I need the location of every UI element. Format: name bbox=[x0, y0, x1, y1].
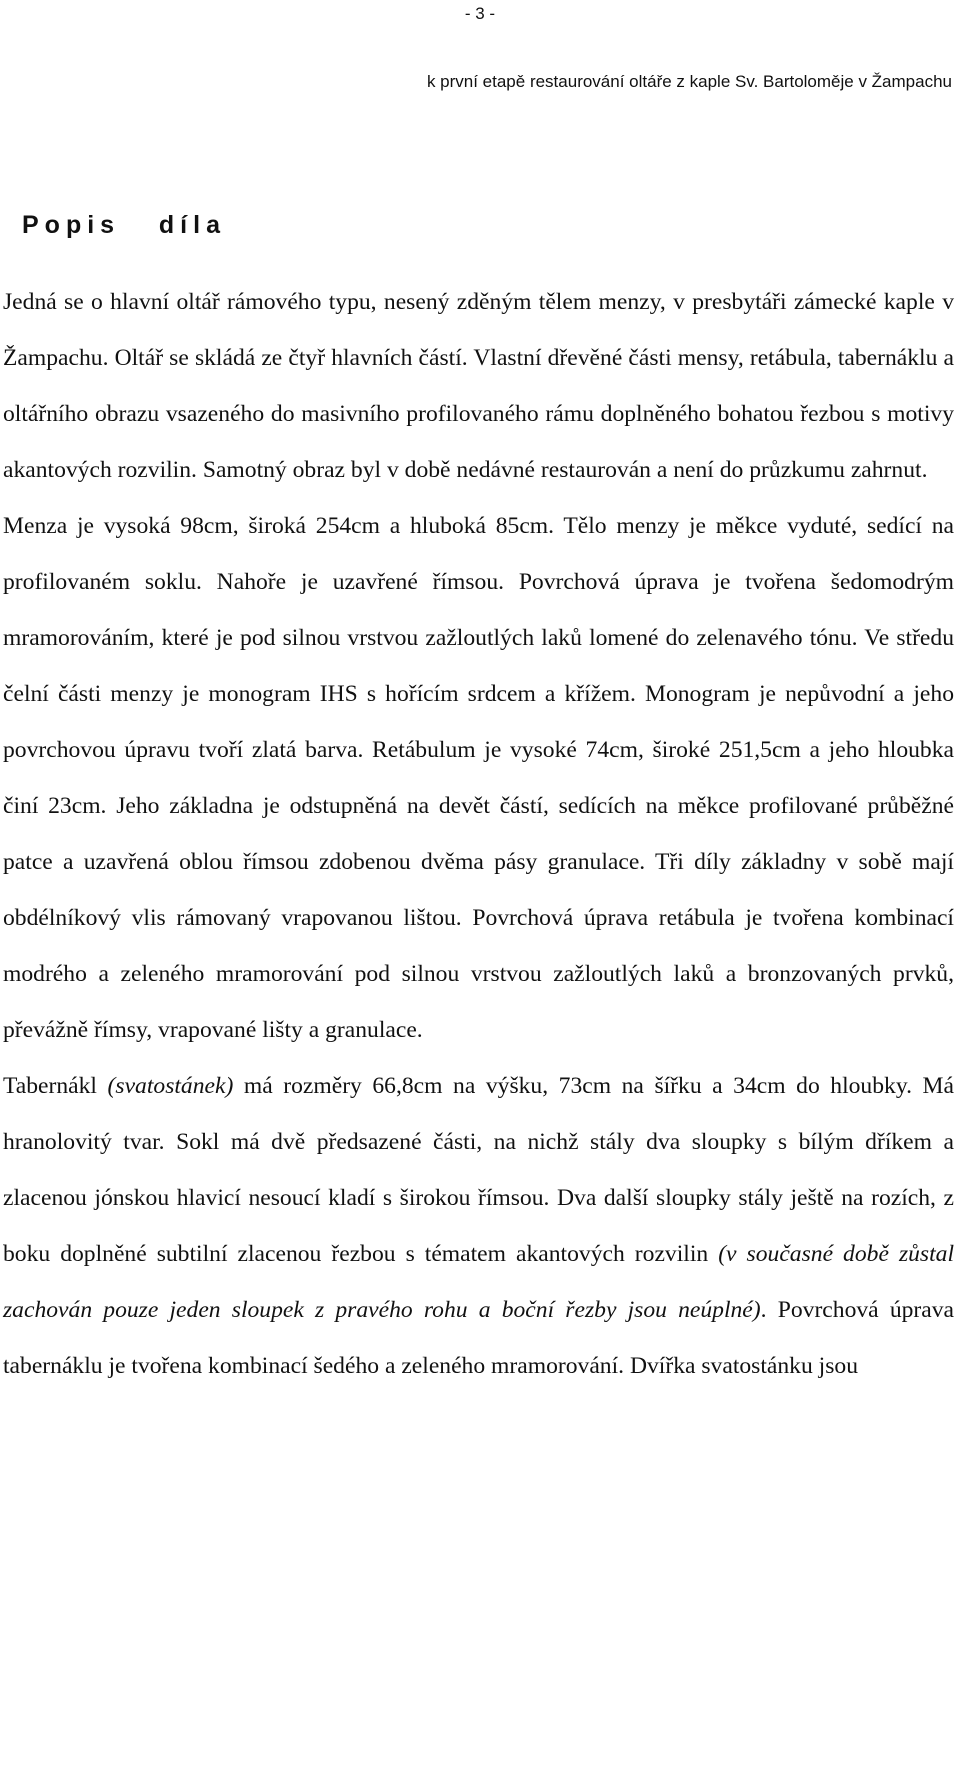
paragraph-overview bbox=[3, 274, 954, 498]
paragraph-menza-retabulum bbox=[3, 498, 954, 1058]
section-heading: Popis díla bbox=[22, 211, 226, 239]
page-number: - 3 - bbox=[464, 4, 496, 23]
text-segment: má rozměry 66,8cm na výšku, 73cm na šířku a 34cm do hloubky. Má hranolovitý tvar. Sokl má dvě předsazené části, na nichž stály dva sloupky s bílým dříkem a zlacenou jónskou hlavicí nesoucí kladí s širokou římsou. Dva další sloupky stály ještě na rozích, z boku doplněné subtilní zlacenou řezbou s tématem akantových rozvilin bbox=[3, 1073, 954, 1267]
text-segment: Tabernákl bbox=[3, 1073, 108, 1099]
text-segment: Jedná se o hlavní oltář rámového typu, nesený zděným tělem menzy, v presbytáři zámecké kaple v Žampachu. Oltář se skládá ze čtyř hlavních částí. Vlastní dřevěné části mensy, retábula, tabernáklu a oltářního obrazu vsazeného do masivního profilovaného rámu doplněného bohatou řezbou s motivy akantových rozvilin. Samotný obraz byl v době nedávné restaurován a není do průzkumu zahrnut. bbox=[3, 289, 954, 483]
running-header: k první etapě restaurování oltáře z kaple Sv. Bartoloměje v Žampachu bbox=[426, 72, 952, 91]
body-text bbox=[3, 274, 954, 1394]
text-segment-italic: (svatostánek) bbox=[107, 1073, 234, 1099]
text-segment: . Povrchová úprava tabernáklu je tvořena kombinací šedého a zeleného mramorování. Dvířka svatostánku jsou bbox=[3, 1297, 955, 1379]
text-segment: Menza je vysoká 98cm, široká 254cm a hluboká 85cm. Tělo menzy je měkce vyduté, sedící na profilovaném soklu. Nahoře je uzavřené římsou. Povrchová úprava je tvořena šedomodrým mramorováním, které je pod silnou vrstvou zažloutlých laků lomené do zelenavého tónu. Ve středu čelní části menzy je monogram IHS s hořícím srdcem a křížem. Monogram je nepůvodní a jeho povrchovou úpravu tvoří zlatá barva. Retábulum je vysoké 74cm, široké 251,5cm a jeho hloubka činí 23cm. Jeho základna je odstupněná na devět částí, sedících na měkce profilované průběžné patce a uzavřená oblou římsou zdobenou dvěma pásy granulace. Tři díly základny v sobě mají obdélníkový vlis rámovaný vrapovanou lištou. Povrchová úprava retábula je tvořena kombinací modrého a zeleného mramorování pod silnou vrstvou zažloutlých laků a bronzovaných prvků, převážně římsy, vrapované lišty a granulace. bbox=[3, 513, 954, 1043]
paragraph-tabernakl bbox=[3, 1058, 954, 1394]
text-segment-italic: (v současné době zůstal zachován pouze jeden sloupek z pravého rohu a boční řezby jsou neúplné) bbox=[3, 1241, 955, 1323]
